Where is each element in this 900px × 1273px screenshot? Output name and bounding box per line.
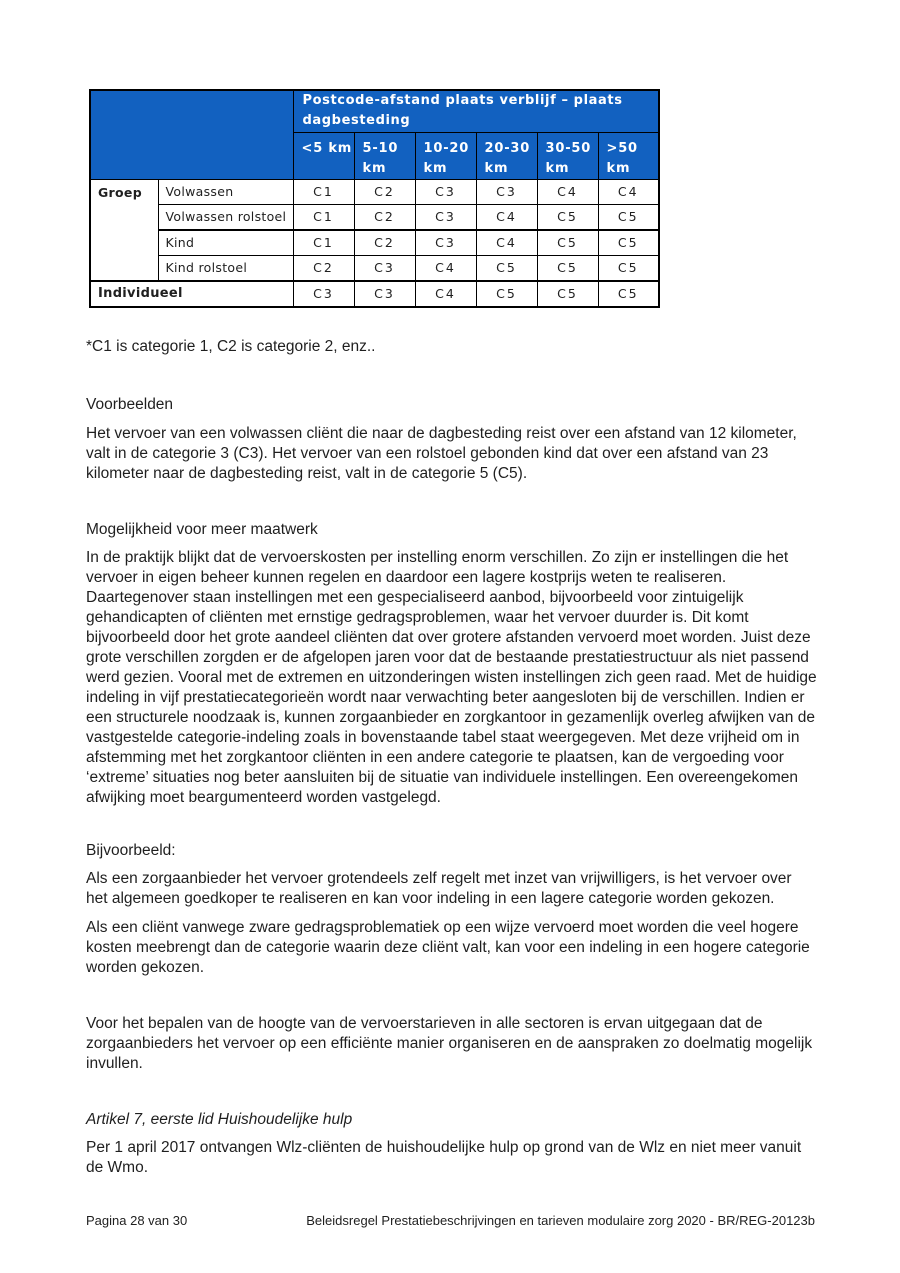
section-heading-voorbeelden: Voorbeelden — [86, 395, 174, 413]
groep-label: Groep — [90, 179, 158, 281]
category-cell: C4 — [598, 179, 659, 204]
paragraph-bijvoorbeeld-2: Als een cliënt vanwege zware gedragsproblematiek op een wijze vervoerd moet worden die veel hogere kosten meebrengt dan de categorie waarin deze cliënt valt, kan voor een indeling in een hogere categorie worden gekozen. — [86, 918, 810, 976]
paragraph-artikel-7: Per 1 april 2017 ontvangen Wlz-cliënten de huishoudelijke hulp op grond van de Wlz en niet meer vanuit de Wmo. — [86, 1138, 802, 1176]
category-cell: C1 — [293, 230, 354, 256]
distance-header: 30-50 km — [537, 132, 598, 179]
distance-header: 5-10 km — [354, 132, 415, 179]
page-footer — [86, 1213, 815, 1229]
category-cell: C5 — [476, 281, 537, 307]
category-cell: C5 — [537, 204, 598, 230]
table-footnote: *C1 is categorie 1, C2 is categorie 2, enz.. — [86, 337, 376, 355]
paragraph-maatwerk: In de praktijk blijkt dat de vervoerskosten per instelling enorm verschillen. Zo zijn er instellingen die het vervoer in eigen beheer kunnen regelen en daardoor een lagere kostprijs weten te realiseren. Daartegenover staan instellingen met een gespecialiseerd aanbod, bijvoorbeeld voor zintuigelijk gehandicapten of cliënten met ernstige gedragsproblemen, waar het vervoer duurder is. Dit komt bijvoorbeeld door het grote aandeel cliënten dat over grotere afstanden vervoerd moet worden. Juist deze grote verschillen zorgden er de afgelopen jaren voor dat de bestaande prestatiestructuur als niet passend werd gezien. Vooral met de extremen en uitzonderingen wisten instellingen zich geen raad. Met de huidige indeling in vijf prestatiecategorieën wordt naar verwachting beter aangesloten bij de verschillen. Indien er een structurele noodzaak is, kunnen zorgaanbieder en zorgkantoor in gezamenlijk overleg afwijken van de vastgestelde categorie-indeling zoals in bovenstaande tabel staat weergegeven. Met deze vrijheid om in afstemming met het zorgkantoor cliënten in een andere categorie te plaatsen, kan de vergoeding voor ‘extreme’ situaties nog beter aansluiten bij de situatie van individuele instellingen. Een overeengekomen afwijking moet beargumenteerd worden vastgelegd. — [86, 548, 817, 806]
category-cell: C5 — [598, 281, 659, 307]
section-heading-maatwerk: Mogelijkheid voor meer maatwerk — [86, 520, 318, 538]
row-label: Kind — [158, 230, 293, 256]
category-cell: C5 — [537, 281, 598, 307]
category-cell: C4 — [476, 230, 537, 256]
distance-header: >50 km — [598, 132, 659, 179]
category-cell: C3 — [293, 281, 354, 307]
table-title-row — [90, 90, 659, 132]
footer-page-number: Pagina 28 van 30 — [86, 1213, 188, 1228]
row-label: Kind rolstoel — [158, 255, 293, 281]
category-cell: C1 — [293, 204, 354, 230]
category-cell: C5 — [598, 255, 659, 281]
category-cell: C2 — [293, 255, 354, 281]
table-corner-cell — [90, 90, 293, 179]
distance-header: 20-30 km — [476, 132, 537, 179]
category-cell: C4 — [537, 179, 598, 204]
category-cell: C5 — [537, 230, 598, 256]
table-row-individueel — [90, 281, 659, 307]
category-cell: C5 — [476, 255, 537, 281]
distance-header: <5 km — [293, 132, 354, 179]
table-row-kind-rolstoel — [90, 255, 659, 281]
section-heading-bijvoorbeeld: Bijvoorbeeld: — [86, 841, 176, 859]
category-cell: C3 — [354, 255, 415, 281]
category-cell: C5 — [598, 230, 659, 256]
distance-header: 10-20 km — [415, 132, 476, 179]
category-cell: C4 — [415, 281, 476, 307]
postcode-distance-category-table — [89, 89, 660, 308]
category-cell: C3 — [415, 204, 476, 230]
paragraph-voorbeelden: Het vervoer van een volwassen cliënt die naar de dagbesteding reist over een afstand van 12 kilometer, valt in de categorie 3 (C3). Het vervoer van een rolstoel gebonden kind dat over een afstand van 23 kilometer naar de dagbesteding reist, valt in de categorie 5 (C5). — [86, 424, 797, 482]
table-title: Postcode-afstand plaats verblijf – plaats dagbesteding — [293, 90, 659, 132]
category-cell: C1 — [293, 179, 354, 204]
paragraph-bijvoorbeeld-1: Als een zorgaanbieder het vervoer grotendeels zelf regelt met inzet van vrijwilligers, is het vervoer over het algemeen goedkoper te realiseren en kan voor indeling in een lagere categorie worden gekozen. — [86, 869, 792, 907]
row-label: Volwassen rolstoel — [158, 204, 293, 230]
category-cell: C4 — [415, 255, 476, 281]
category-cell: C4 — [476, 204, 537, 230]
category-cell: C2 — [354, 179, 415, 204]
category-cell: C5 — [598, 204, 659, 230]
category-cell: C2 — [354, 204, 415, 230]
table-row-kind — [90, 230, 659, 256]
category-cell: C3 — [415, 179, 476, 204]
category-cell: C2 — [354, 230, 415, 256]
individueel-label: Individueel — [90, 281, 293, 307]
table-row-volwassen — [90, 179, 659, 204]
table-row-volwassen-rolstoel — [90, 204, 659, 230]
paragraph-doelmatig: Voor het bepalen van de hoogte van de vervoerstarieven in alle sectoren is ervan uitgegaan dat de zorgaanbieders het vervoer op een efficiënte manier organiseren en de aanspraken zo doelmatig mogelijk invullen. — [86, 1014, 813, 1072]
section-heading-artikel-7: Artikel 7, eerste lid Huishoudelijke hulp — [86, 1110, 353, 1128]
footer-document-title: Beleidsregel Prestatiebeschrijvingen en tarieven modulaire zorg 2020 - BR/REG-20123b — [306, 1213, 815, 1228]
row-label: Volwassen — [158, 179, 293, 204]
category-cell: C3 — [354, 281, 415, 307]
category-cell: C3 — [476, 179, 537, 204]
category-cell: C5 — [537, 255, 598, 281]
document-page — [86, 0, 817, 1178]
category-cell: C3 — [415, 230, 476, 256]
